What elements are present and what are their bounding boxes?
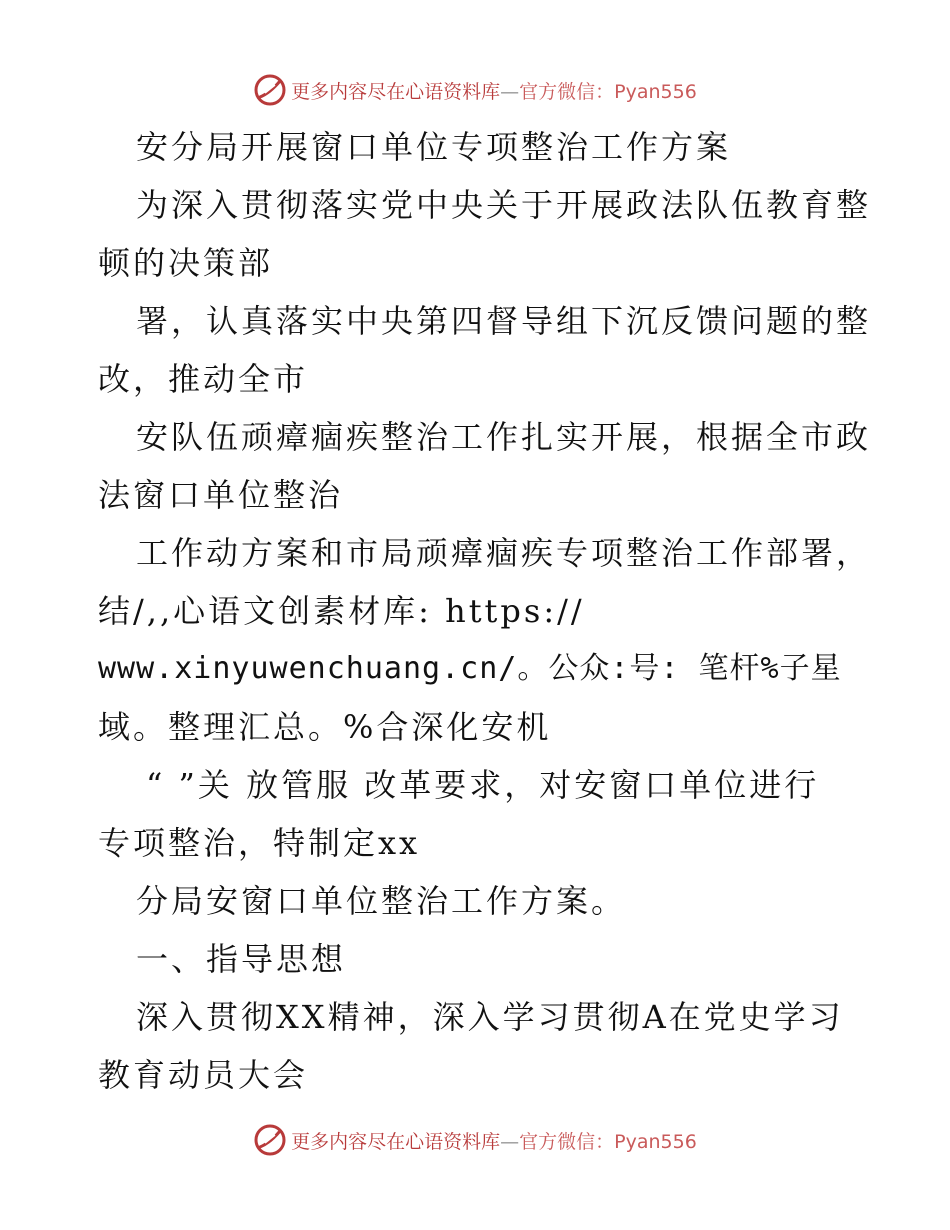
paragraph-line: 分局安窗口单位整治工作方案。 <box>136 882 627 920</box>
paragraph-line: 署，认真落实中央第四督导组下沉反馈问题的整 <box>136 302 872 340</box>
paragraph-line: 改，推动全市 <box>98 360 309 398</box>
paragraph-line: 结/,,心语文创素材库: https:// <box>98 592 585 630</box>
footer-watermark-banner <box>0 1120 950 1160</box>
quill-logo-icon <box>253 73 287 107</box>
quill-logo-icon <box>253 1123 287 1157</box>
paragraph-line: 安队伍顽瘴痼疾整治工作扎实开展，根据全市政 <box>136 418 872 456</box>
paragraph-line: 法窗口单位整治 <box>98 476 344 514</box>
section-heading: 一、指导思想 <box>136 940 347 978</box>
paragraph-line: “ ”关 放管服 改革要求，对安窗口单位进行 <box>146 766 820 804</box>
paragraph-line: 教育动员大会 <box>98 1056 309 1094</box>
header-banner-text: 更多内容尽在心语资料库—官方微信：Pyan556 <box>291 80 697 103</box>
paragraph-line: 深入贯彻XX精神，深入学习贯彻A在党史学习 <box>136 998 844 1036</box>
document-title: 安分局开展窗口单位专项整治工作方案 <box>136 128 732 166</box>
paragraph-line: 顿的决策部 <box>98 244 274 282</box>
paragraph-line: 工作动方案和市局顽瘴痼疾专项整治工作部署， <box>136 534 872 572</box>
header-watermark-banner <box>0 70 950 110</box>
paragraph-line: 专项整治，特制定xx <box>98 824 421 862</box>
paragraph-line: www.xinyuwenchuang.cn/。公众:号: 笔杆%子星 <box>98 651 842 686</box>
paragraph-line: 为深入贯彻落实党中央关于开展政法队伍教育整 <box>136 186 872 224</box>
paragraph-line: 域。整理汇总。%合深化安机 <box>98 708 552 746</box>
footer-banner-text: 更多内容尽在心语资料库—官方微信：Pyan556 <box>291 1130 697 1153</box>
